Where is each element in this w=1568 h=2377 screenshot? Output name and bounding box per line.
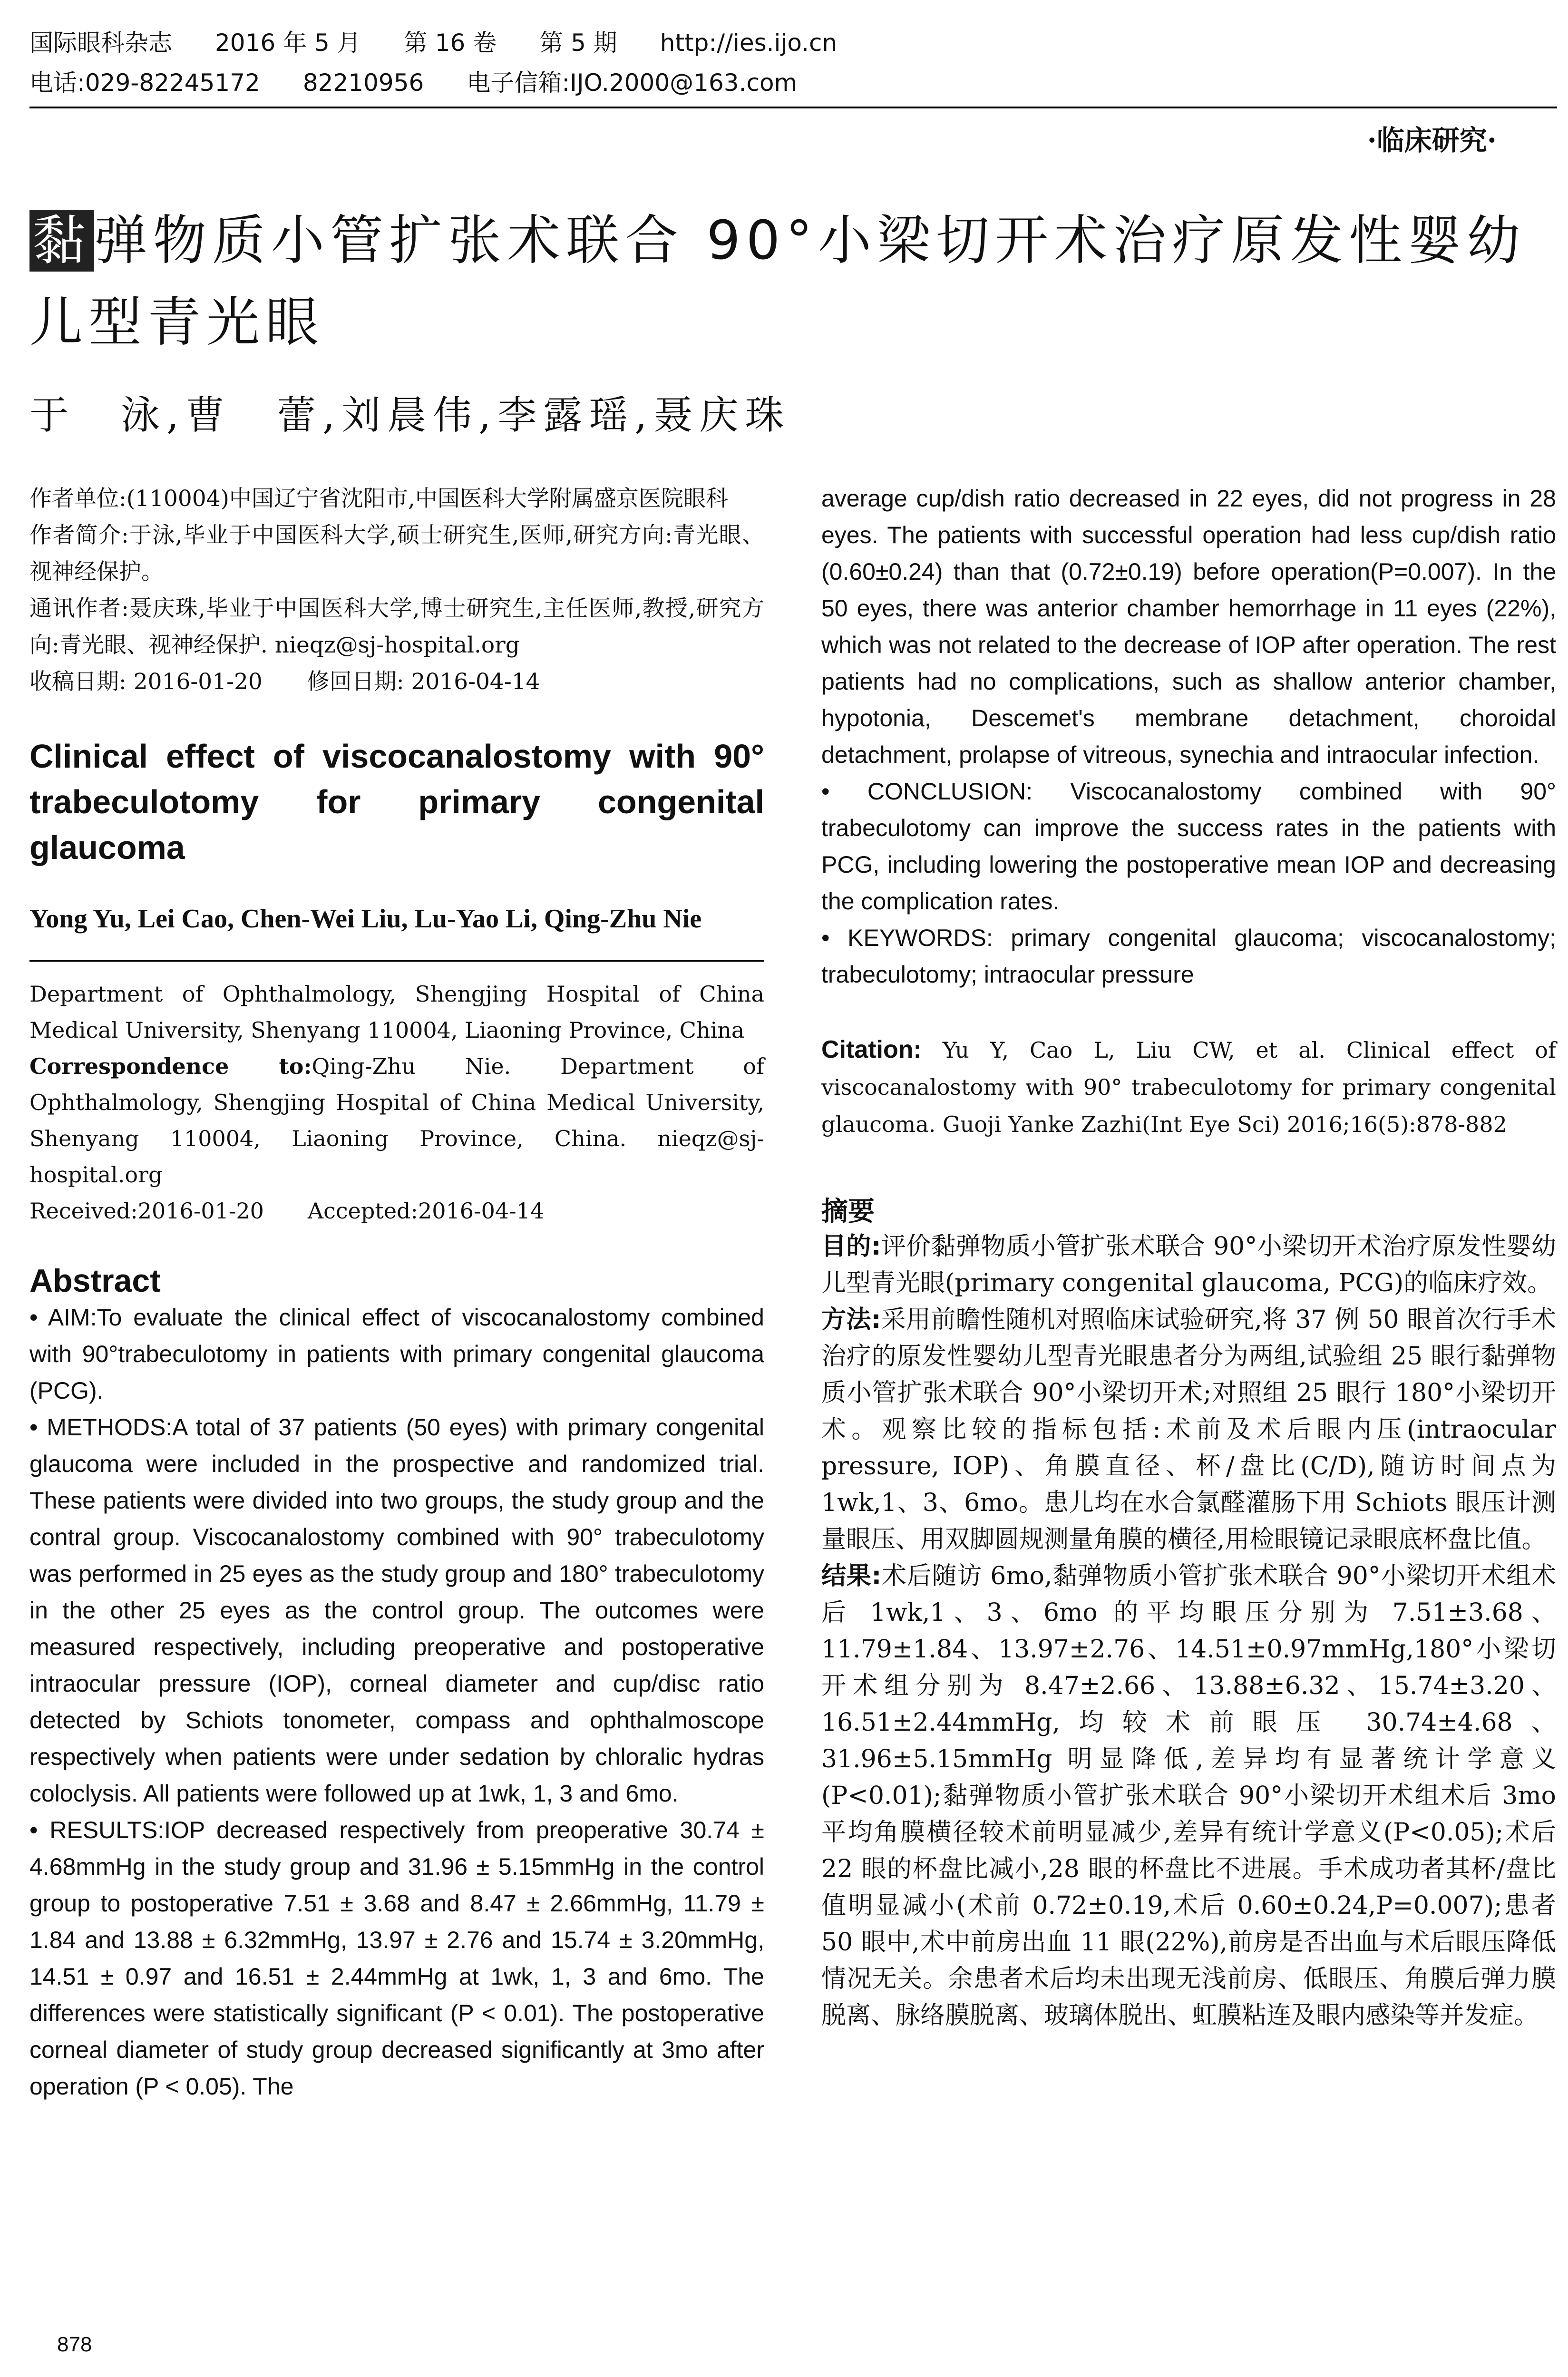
zhaiyao-label: 方法: — [821, 1305, 881, 1334]
affiliation-line: 作者单位:(110004)中国辽宁省沈阳市,中国医科大学附属盛京医院眼科 — [29, 486, 728, 512]
abstract-conclusion: • CONCLUSION: Viscocanalostomy combined with 90° trabeculotomy can improve the success rates in the patients with PCG, including lowering the postoperative mean IOP and decreasing the complication rates. — [821, 778, 1556, 915]
department-text: Department of Ophthalmology, Shengjing Hospital of China Medical University, Shenyang 110004, Liaoning Province, China — [29, 981, 764, 1043]
citation-text: Yu Y, Cao L, Liu CW, et al. Clinical effect of viscocanalostomy with 90° trabeculotomy for primary congenital glaucoma. Guoji Yanke Zazhi(Int Eye Sci) 2016;16(5):878-882 — [821, 1037, 1557, 1137]
journal-name: 国际眼科杂志 — [29, 29, 172, 57]
abstract-aim: • AIM:To evaluate the clinical effect of viscocanalostomy combined with 90°trabeculotomy in patients with primary congenital glaucoma (PCG). — [29, 1304, 764, 1404]
zhaiyao-methods — [821, 1302, 1556, 1558]
header-line-2 — [29, 63, 1557, 103]
received-en: Received:2016-01-20 Accepted:2016-04-14 — [29, 1198, 545, 1224]
phone-2: 82210956 — [302, 69, 424, 97]
article-title-cn — [29, 200, 1551, 363]
zhaiyao-body — [821, 1228, 1556, 2034]
zhaiyao-results — [821, 1558, 1556, 2034]
zhaiyao-text: 评价黏弹物质小管扩张术联合 90°小梁切开术治疗原发性婴幼儿型青光眼(primary congenital glaucoma, PCG)的临床疗效。 — [821, 1232, 1556, 1297]
abstract-results-cont: average cup/dish ratio decreased in 22 eyes, did not progress in 28 eyes. The patients with successful operation had less cup/dish ratio (0.60±0.24) than that (0.72±0.19) before operation(P=0.007). In the 50 eyes, there was anterior chamber hemorrhage in 11 eyes (22%), which was not related to the decrease of IOP after operation. The rest patients had no complications, such as shallow anterior chamber, hypotonia, Descemet's membrane detachment, choroidal detachment, prolapse of vitreous, synechia and intraocular infection. — [821, 485, 1556, 768]
issue-date: 2016 年 5 月 — [215, 29, 361, 57]
citation-label: Citation: — [821, 1036, 922, 1063]
volume: 第 16 卷 — [403, 29, 497, 57]
abstract-heading: Abstract — [29, 1263, 161, 1299]
citation — [821, 1031, 1556, 1143]
zhaiyao-text: 术后随访 6mo,黏弹物质小管扩张术联合 90°小梁切开术组术后 1wk,1、3、6mo 的平均眼压分别为 7.51±3.68、11.79±1.84、13.97±2.76、14.51±0.97mmHg,180°小梁切开术组分别为 8.47±2.66、13.88±6.32、15.74±3.20、16.51±2.44mmHg,均较术前眼压 30.74±4.68、31.96±5.15mmHg 明显降低,差异均有显著统计学意义(P<0.01);黏弹物质小管扩张术联合 90°小梁切开术组术后 3mo 平均角膜横径较术前明显减少,差异有统计学意义(P<0.05);术后 22 眼的杯盘比减小,28 眼的杯盘比不进展。手术成功者其杯/盘比值明显减小(术前 0.72±0.19,术后 0.60±0.24,P=0.007);患者 50 眼中,术中前房出血 11 眼(22%),前房是否出血与术后眼压降低情况无关。余患者术后均未出现无浅前房、低眼压、角膜后弹力膜脱离、脉络膜脱离、玻璃体脱出、虹膜粘连及眼内感染等并发症。 — [821, 1562, 1556, 2030]
author-bio: 作者简介:于泳,毕业于中国医科大学,硕士研究生,医师,研究方向:青光眼、视神经保护。 — [29, 522, 764, 585]
department-en — [29, 976, 764, 1229]
title-lead-char: 黏 — [29, 210, 94, 272]
page-number: 878 — [57, 2333, 92, 2356]
abstract-body — [29, 1299, 764, 2105]
zhaiyao-label: 结果: — [821, 1562, 882, 1590]
article-title-en: Clinical effect of viscocanalostomy with 90° trabeculotomy for primary congenital glaucoma — [29, 738, 764, 866]
section-tag: ·临床研究· — [1367, 124, 1497, 156]
journal-header — [29, 23, 1557, 108]
phone: 电话:029-82245172 — [29, 69, 260, 97]
zhaiyao-heading: 摘要 — [821, 1196, 875, 1227]
correspondence-text: Qing-Zhu Nie. Department of Ophthalmology, Shengjing Hospital of China Medical University, Shenyang 110004, Liaoning Province, China. nieqz@sj-hospital.org — [29, 1053, 764, 1188]
affiliation-cn — [29, 480, 764, 700]
issue: 第 5 期 — [539, 29, 617, 57]
authors-en: Yong Yu, Lei Cao, Chen-Wei Liu, Lu-Yao Li, Qing-Zhu Nie — [29, 904, 702, 934]
right-column — [821, 480, 1556, 2034]
abstract-keywords: • KEYWORDS: primary congenital glaucoma; viscocanalostomy; trabeculotomy; intraocular pressure — [821, 925, 1556, 988]
email: 电子信箱:IJO.2000@163.com — [467, 69, 798, 97]
journal-url: http://ies.ijo.cn — [660, 29, 838, 57]
received-date-cn: 收稿日期: 2016-01-20 修回日期: 2016-04-14 — [29, 669, 540, 695]
zhaiyao-text: 采用前瞻性随机对照临床试验研究,将 37 例 50 眼首次行手术治疗的原发性婴幼儿型青光眼患者分为两组,试验组 25 眼行黏弹物质小管扩张术联合 90°小梁切开术;对照组 25 眼行 180°小梁切开术。观察比较的指标包括:术前及术后眼内压(intraocular pressure, IOP)、角膜直径、杯/盘比(C/D),随访时间点为 1wk,1、3、6mo。患儿均在水合氯醛灌肠下用 Schiots 眼压计测量眼压、用双脚圆规测量角膜的横径,用检眼镜记录眼底杯盘比值。 — [821, 1305, 1557, 1554]
title-cn-rest: 弹物质小管扩张术联合 90°小梁切开术治疗原发性婴幼儿型青光眼 — [29, 210, 1526, 353]
divider — [29, 960, 764, 962]
left-column — [29, 480, 764, 2105]
zhaiyao-label: 目的: — [821, 1232, 881, 1261]
abstract-continued — [821, 480, 1556, 993]
abstract-methods: • METHODS:A total of 37 patients (50 eyes) with primary congenital glaucoma were included in the prospective and randomized trial. These patients were divided into two groups, the study group and the contral group. Viscocanalostomy combined with 90° trabeculotomy was performed in 25 eyes as the study group and 180° trabeculotomy in the other 25 eyes as the control group. The outcomes were measured respectively, including preoperative and postoperative intraocular pressure (IOP), corneal diameter and cup/disc ratio detected by Schiots tonometer, compass and ophthalmoscope respectively when patients were under sedation by chloralic hydras coloclysis. All patients were followed up at 1wk, 1, 3 and 6mo. — [29, 1414, 764, 1807]
correspondence — [29, 1048, 764, 1193]
header-line-1 — [29, 23, 1557, 63]
correspondence-label: Correspondence to: — [29, 1053, 312, 1079]
abstract-results: • RESULTS:IOP decreased respectively from preoperative 30.74 ± 4.68mmHg in the study group and 31.96 ± 5.15mmHg in the control group to postoperative 7.51 ± 3.68 and 8.47 ± 2.66mmHg, 11.79 ± 1.84 and 13.88 ± 6.32mmHg, 13.97 ± 2.76 and 15.74 ± 3.20mmHg, 14.51 ± 0.97 and 16.51 ± 2.44mmHg at 1wk, 1, 3 and 6mo. The differences were statistically significant (P < 0.01). The postoperative corneal diameter of study group decreased significantly at 3mo after operation (P < 0.05). The — [29, 1817, 764, 2100]
corresponding-author-cn: 通讯作者:聂庆珠,毕业于中国医科大学,博士研究生,主任医师,教授,研究方向:青光眼、视神经保护. nieqz@sj-hospital.org — [29, 595, 764, 658]
zhaiyao-aim — [821, 1228, 1556, 1302]
authors-cn: 于 泳,曹 蕾,刘晨伟,李露瑶,聂庆珠 — [29, 393, 791, 438]
